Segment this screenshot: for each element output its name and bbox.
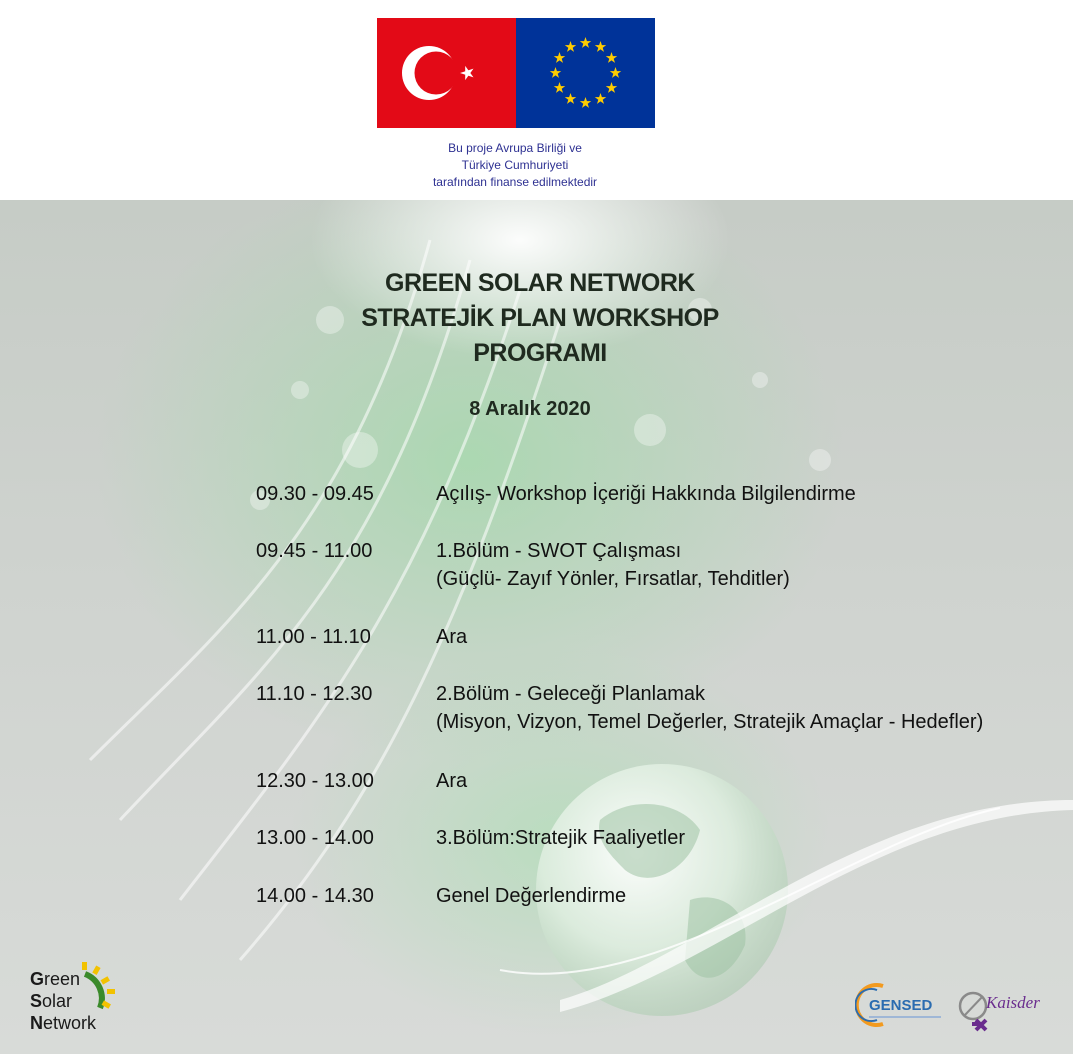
program-poster: [0, 200, 1073, 1054]
eu-flag: [516, 18, 655, 128]
gsn-initial-g: G: [30, 969, 45, 989]
gsn-word-solar: olar: [42, 991, 73, 1011]
schedule-activity: [436, 824, 1073, 852]
activity-title: 1.Bölüm - SWOT Çalışması: [436, 540, 682, 562]
schedule-time: 12.30 - 13.00: [256, 770, 374, 792]
kaisder-logo: [958, 986, 1053, 1036]
funding-line-3: tarafından finanse edilmektedir: [432, 175, 598, 189]
gsn-initial-n: N: [30, 1013, 43, 1033]
schedule-time: 09.30 - 09.45: [256, 483, 374, 505]
schedule-activity: [436, 680, 1073, 736]
gsn-word-green: reen: [44, 969, 81, 989]
gsn-word-network: etwork: [43, 1013, 97, 1033]
gsn-wordmark: [30, 968, 96, 1034]
funding-statement: [360, 140, 670, 191]
schedule-time: 09.45 - 11.00: [256, 540, 373, 562]
schedule-activity: [436, 480, 1073, 508]
schedule-time: 14.00 - 14.30: [256, 885, 374, 907]
header-band: [0, 0, 1073, 200]
activity-title: Ara: [436, 626, 468, 648]
activity-detail: (Misyon, Vizyon, Temel Değerler, Stratejik Amaçlar - Hedefler): [436, 711, 984, 733]
program-title: [270, 266, 810, 371]
activity-title: Ara: [436, 770, 468, 792]
activity-title: 2.Bölüm - Geleceği Planlamak: [436, 683, 706, 705]
schedule-activity: [436, 767, 1073, 795]
activity-title: 3.Bölüm:Stratejik Faaliyetler: [436, 827, 685, 849]
kaisder-wordmark: Kaisder: [986, 993, 1040, 1012]
funding-line-2: Türkiye Cumhuriyeti: [461, 158, 569, 172]
title-line-2: STRATEJİK PLAN WORKSHOP: [361, 304, 719, 332]
schedule-time: 11.10 - 12.30: [256, 683, 373, 705]
title-line-1: GREEN SOLAR NETWORK: [385, 269, 695, 297]
schedule-activity: [436, 537, 1073, 593]
gensed-wordmark: GENSED: [869, 997, 933, 1014]
program-date: 8 Aralık 2020: [469, 398, 591, 420]
schedule-time: 13.00 - 14.00: [256, 827, 374, 849]
schedule-time: 11.00 - 11.10: [256, 626, 371, 648]
activity-detail: (Güçlü- Zayıf Yönler, Fırsatlar, Tehditler): [436, 568, 790, 590]
gensed-logo: [855, 980, 950, 1030]
activity-title: Genel Değerlendirme: [436, 885, 627, 907]
funding-line-1: Bu proje Avrupa Birliği ve: [448, 141, 582, 155]
schedule-activity: [436, 623, 1073, 651]
green-solar-network-logo: [30, 960, 130, 1040]
title-line-3: PROGRAMI: [473, 339, 607, 367]
gsn-initial-s: S: [30, 991, 43, 1011]
schedule-activity: [436, 882, 1073, 910]
activity-title: Açılış- Workshop İçeriği Hakkında Bilgilendirme: [436, 483, 856, 505]
turkey-flag: [377, 18, 516, 128]
